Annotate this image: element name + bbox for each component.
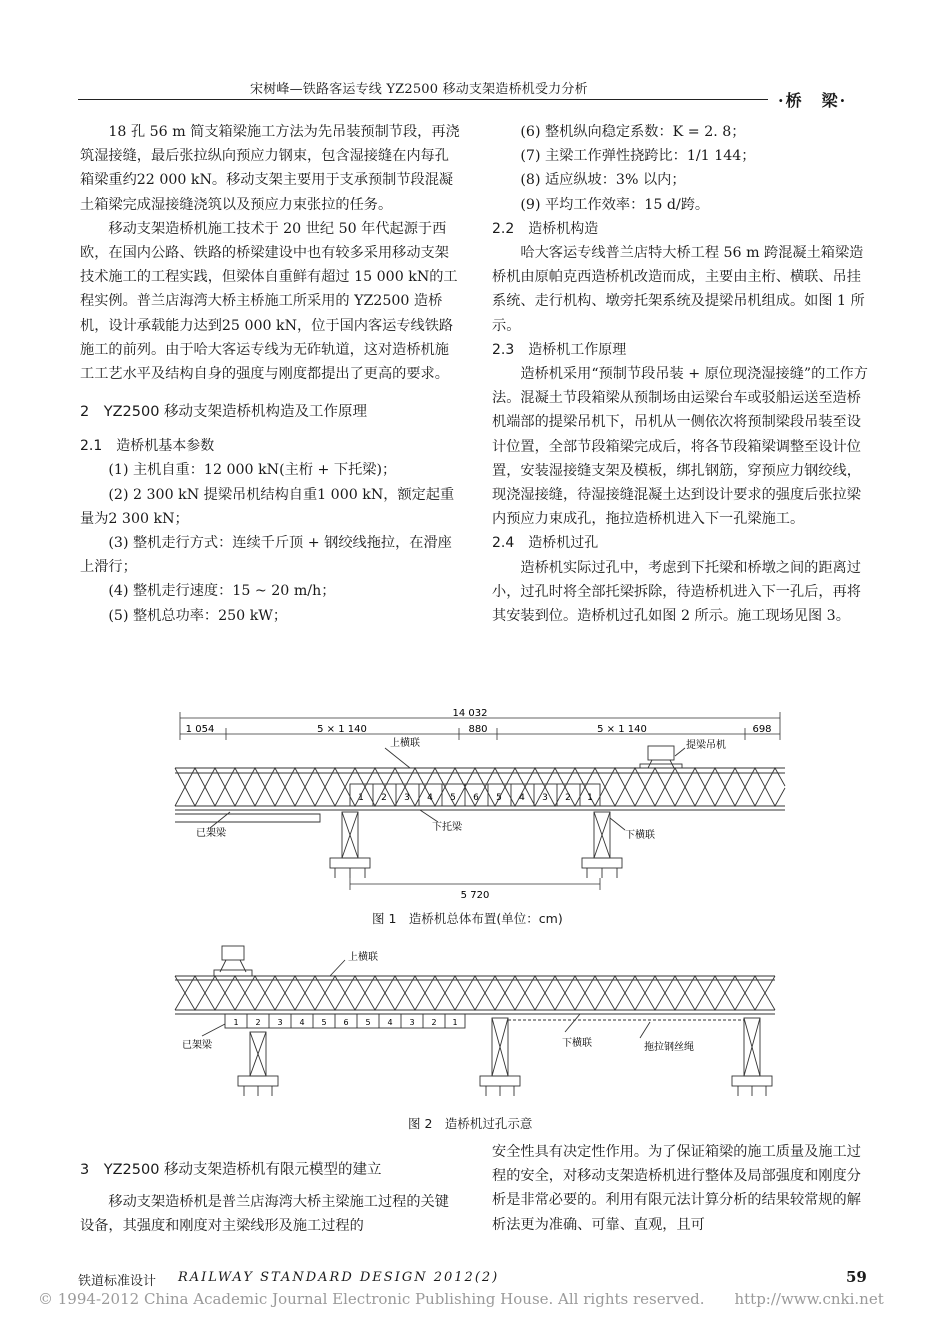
dim-left-span: 5 × 1 140	[317, 724, 367, 735]
segment-label: 4	[519, 793, 525, 803]
label-top-brace: 上横联	[390, 738, 420, 749]
segment-label: 4	[427, 793, 433, 803]
segment-label: 6	[343, 1018, 349, 1027]
list-item: (5) 整机总功率：250 kW；	[108, 607, 288, 624]
subsection-heading: 2.1 造桥机基本参数	[80, 438, 215, 455]
segment-label: 1	[233, 1018, 239, 1027]
paragraph: 造桥机采用“预制节段吊装 + 原位现浇湿接缝”的工作方法。混凝土节段箱梁从预制场由运梁台车或驳船运送至造桥机端部的提梁吊机下，吊机从一侧依次将预制梁段吊装至设计位置，全部节段箱梁完成后，将各节段箱梁调整至设计位置，安装湿接缝支架及模板，绑扎钢筋，穿预应力钢绞线，现浇湿接缝，待湿接缝混凝土达到设计要求的强度后张拉梁内预应力束成孔，拖拉造桥机进入下一孔梁施工。	[492, 366, 868, 528]
section-heading: 2 YZ2500 移动支架造桥机构造及工作原理	[80, 404, 368, 421]
segment-label: 1	[358, 793, 364, 803]
segment-label: 3	[409, 1018, 415, 1027]
segment-label: 2	[565, 793, 571, 803]
list-item: (8) 适应纵坡：3% 以内；	[520, 172, 686, 189]
segment-label: 1	[587, 793, 593, 803]
right-column	[492, 120, 872, 628]
paragraph: 移动支架造桥机施工技术于 20 世纪 50 年代起源于西欧，在国内公路、铁路的桥梁建设中也有较多采用移动支架技术施工的工程实践，但梁体自重鲜有超过 15 000 kN的工程实例。普兰店海湾大桥主桥施工所采用的 YZ2500 造桥机，设计承载能力达到25 000 kN，位于国内客运专线铁路施工的前列。由于哈大客运专线为无砟轨道，这对造桥机施工工艺水平及结构自身的强度与刚度都提出了更高的要求。	[80, 220, 458, 383]
segment-label: 4	[387, 1018, 393, 1027]
segment-label: 3	[277, 1018, 283, 1027]
copyright-notice: © 1994-2012 China Academic Journal Electronic Publishing House. All rights reserved. http://www.cnki.net	[38, 1290, 884, 1308]
dim-mid: 880	[468, 724, 488, 735]
dim-right-end: 698	[752, 724, 772, 735]
label-bottom-brace: 下横联	[562, 1038, 592, 1049]
segment-label: 1	[452, 1018, 458, 1027]
segment-label: 2	[381, 793, 387, 803]
label-top-brace: 上横联	[348, 952, 378, 963]
paragraph: 哈大客运专线普兰店特大桥工程 56 m 跨混凝土箱梁造桥机由原帕克西造桥机改造而成，主要由主桁、横联、吊挂系统、走行机构、墩旁托架系统及提梁吊机组成。如图 1 所示。	[492, 245, 865, 334]
main-truss	[175, 746, 785, 878]
journal-name-en: RAILWAY STANDARD DESIGN 2012(2)	[178, 1270, 500, 1285]
figure-1-diagram	[170, 706, 790, 902]
segment-label: 2	[255, 1018, 261, 1027]
paragraph: 18 孔 56 m 简支箱梁施工方法为先吊装预制节段，再浇筑湿接缝，最后张拉纵向预应力钢束，包含湿接缝在内每孔箱梁重约22 000 kN。移动支架主要用于支承预制节段混凝土箱梁完成湿接缝浇筑以及预应力束张拉的任务。	[80, 124, 460, 213]
segment-label: 5	[450, 793, 456, 803]
dim-right-span: 5 × 1 140	[597, 724, 647, 735]
label-bottom-brace: 下横联	[625, 830, 655, 841]
list-item: (7) 主梁工作弹性挠跨比：1/1 144；	[520, 148, 756, 165]
label-crane: 提梁吊机	[686, 740, 726, 751]
segment-label: 3	[542, 793, 548, 803]
running-title: 宋树峰—铁路客运专线 YZ2500 移动支架造桥机受力分析	[250, 82, 588, 97]
segment-label: 6	[473, 793, 479, 803]
subsection-heading: 2.2 造桥机构造	[492, 220, 599, 237]
figure-2-caption: 图 2 造桥机过孔示意	[408, 1116, 533, 1131]
dim-bottom: 5 720	[460, 890, 490, 901]
figure-1-caption: 图 1 造桥机总体布置(单位：cm)	[372, 911, 563, 926]
segment-label: 5	[321, 1018, 327, 1027]
list-item: (6) 整机纵向稳定系数：K = 2. 8；	[520, 124, 746, 140]
label-lower-beam: 下托梁	[432, 822, 462, 833]
segment-label: 5	[496, 793, 502, 803]
paragraph: 造桥机实际过孔中，考虑到下托梁和桥墩之间的距离过小，过孔时将全部托梁拆除，待造桥机进入下一孔后，再将其安装到位。造桥机过孔如图 2 所示。施工现场见图 3。	[492, 559, 861, 625]
dim-total: 14 032	[452, 708, 488, 719]
paragraph: 安全性具有决定性作用。为了保证箱梁的施工质量及施工过程的安全，对移动支架造桥机进行整体及局部强度和刚度分析是非常必要的。利用有限元法计算分析的结果较常规的解析法更为准确、可靠、直观，且可	[492, 1144, 861, 1233]
label-erected-beam: 已架梁	[196, 828, 226, 839]
section-label: ·桥 梁·	[778, 91, 848, 110]
section-heading: 3 YZ2500 移动支架造桥机有限元模型的建立	[80, 1162, 382, 1178]
segment-label: 3	[404, 793, 410, 803]
list-item: (9) 平均工作效率：15 d/跨。	[520, 196, 710, 213]
dim-left-end: 1 054	[185, 724, 215, 735]
figure-2-diagram	[170, 936, 780, 1106]
bottom-left-column	[80, 1158, 460, 1238]
main-truss	[175, 946, 775, 1096]
header-rule	[78, 99, 768, 100]
list-item: (1) 主机自重：12 000 kN(主桁 + 下托梁)；	[108, 462, 397, 479]
list-item: (4) 整机走行速度：15 ~ 20 m/h；	[108, 583, 336, 600]
segment-label: 4	[299, 1018, 305, 1027]
subsection-heading: 2.3 造桥机工作原理	[492, 341, 627, 358]
bottom-right-column	[492, 1140, 872, 1237]
journal-name-cn: 铁道标准设计	[78, 1274, 157, 1289]
label-cable: 拖拉钢丝绳	[644, 1042, 694, 1053]
segment-label: 2	[431, 1018, 437, 1027]
dimension-lines	[180, 712, 780, 890]
page-number: 59	[846, 1268, 867, 1286]
left-column	[80, 120, 460, 628]
paragraph: 移动支架造桥机是普兰店海湾大桥主梁施工过程的关键设备，其强度和刚度对主梁线形及施工过程的	[80, 1194, 449, 1235]
subsection-heading: 2.4 造桥机过孔	[492, 535, 599, 552]
list-item: (2) 2 300 kN 提梁吊机结构自重1 000 kN，额定起重量为2 300 kN；	[80, 486, 455, 527]
label-erected-beam: 已架梁	[182, 1040, 212, 1051]
segment-label: 5	[365, 1018, 371, 1027]
list-item: (3) 整机走行方式：连续千斤顶 + 钢绞线拖拉，在滑座上滑行；	[80, 535, 452, 576]
